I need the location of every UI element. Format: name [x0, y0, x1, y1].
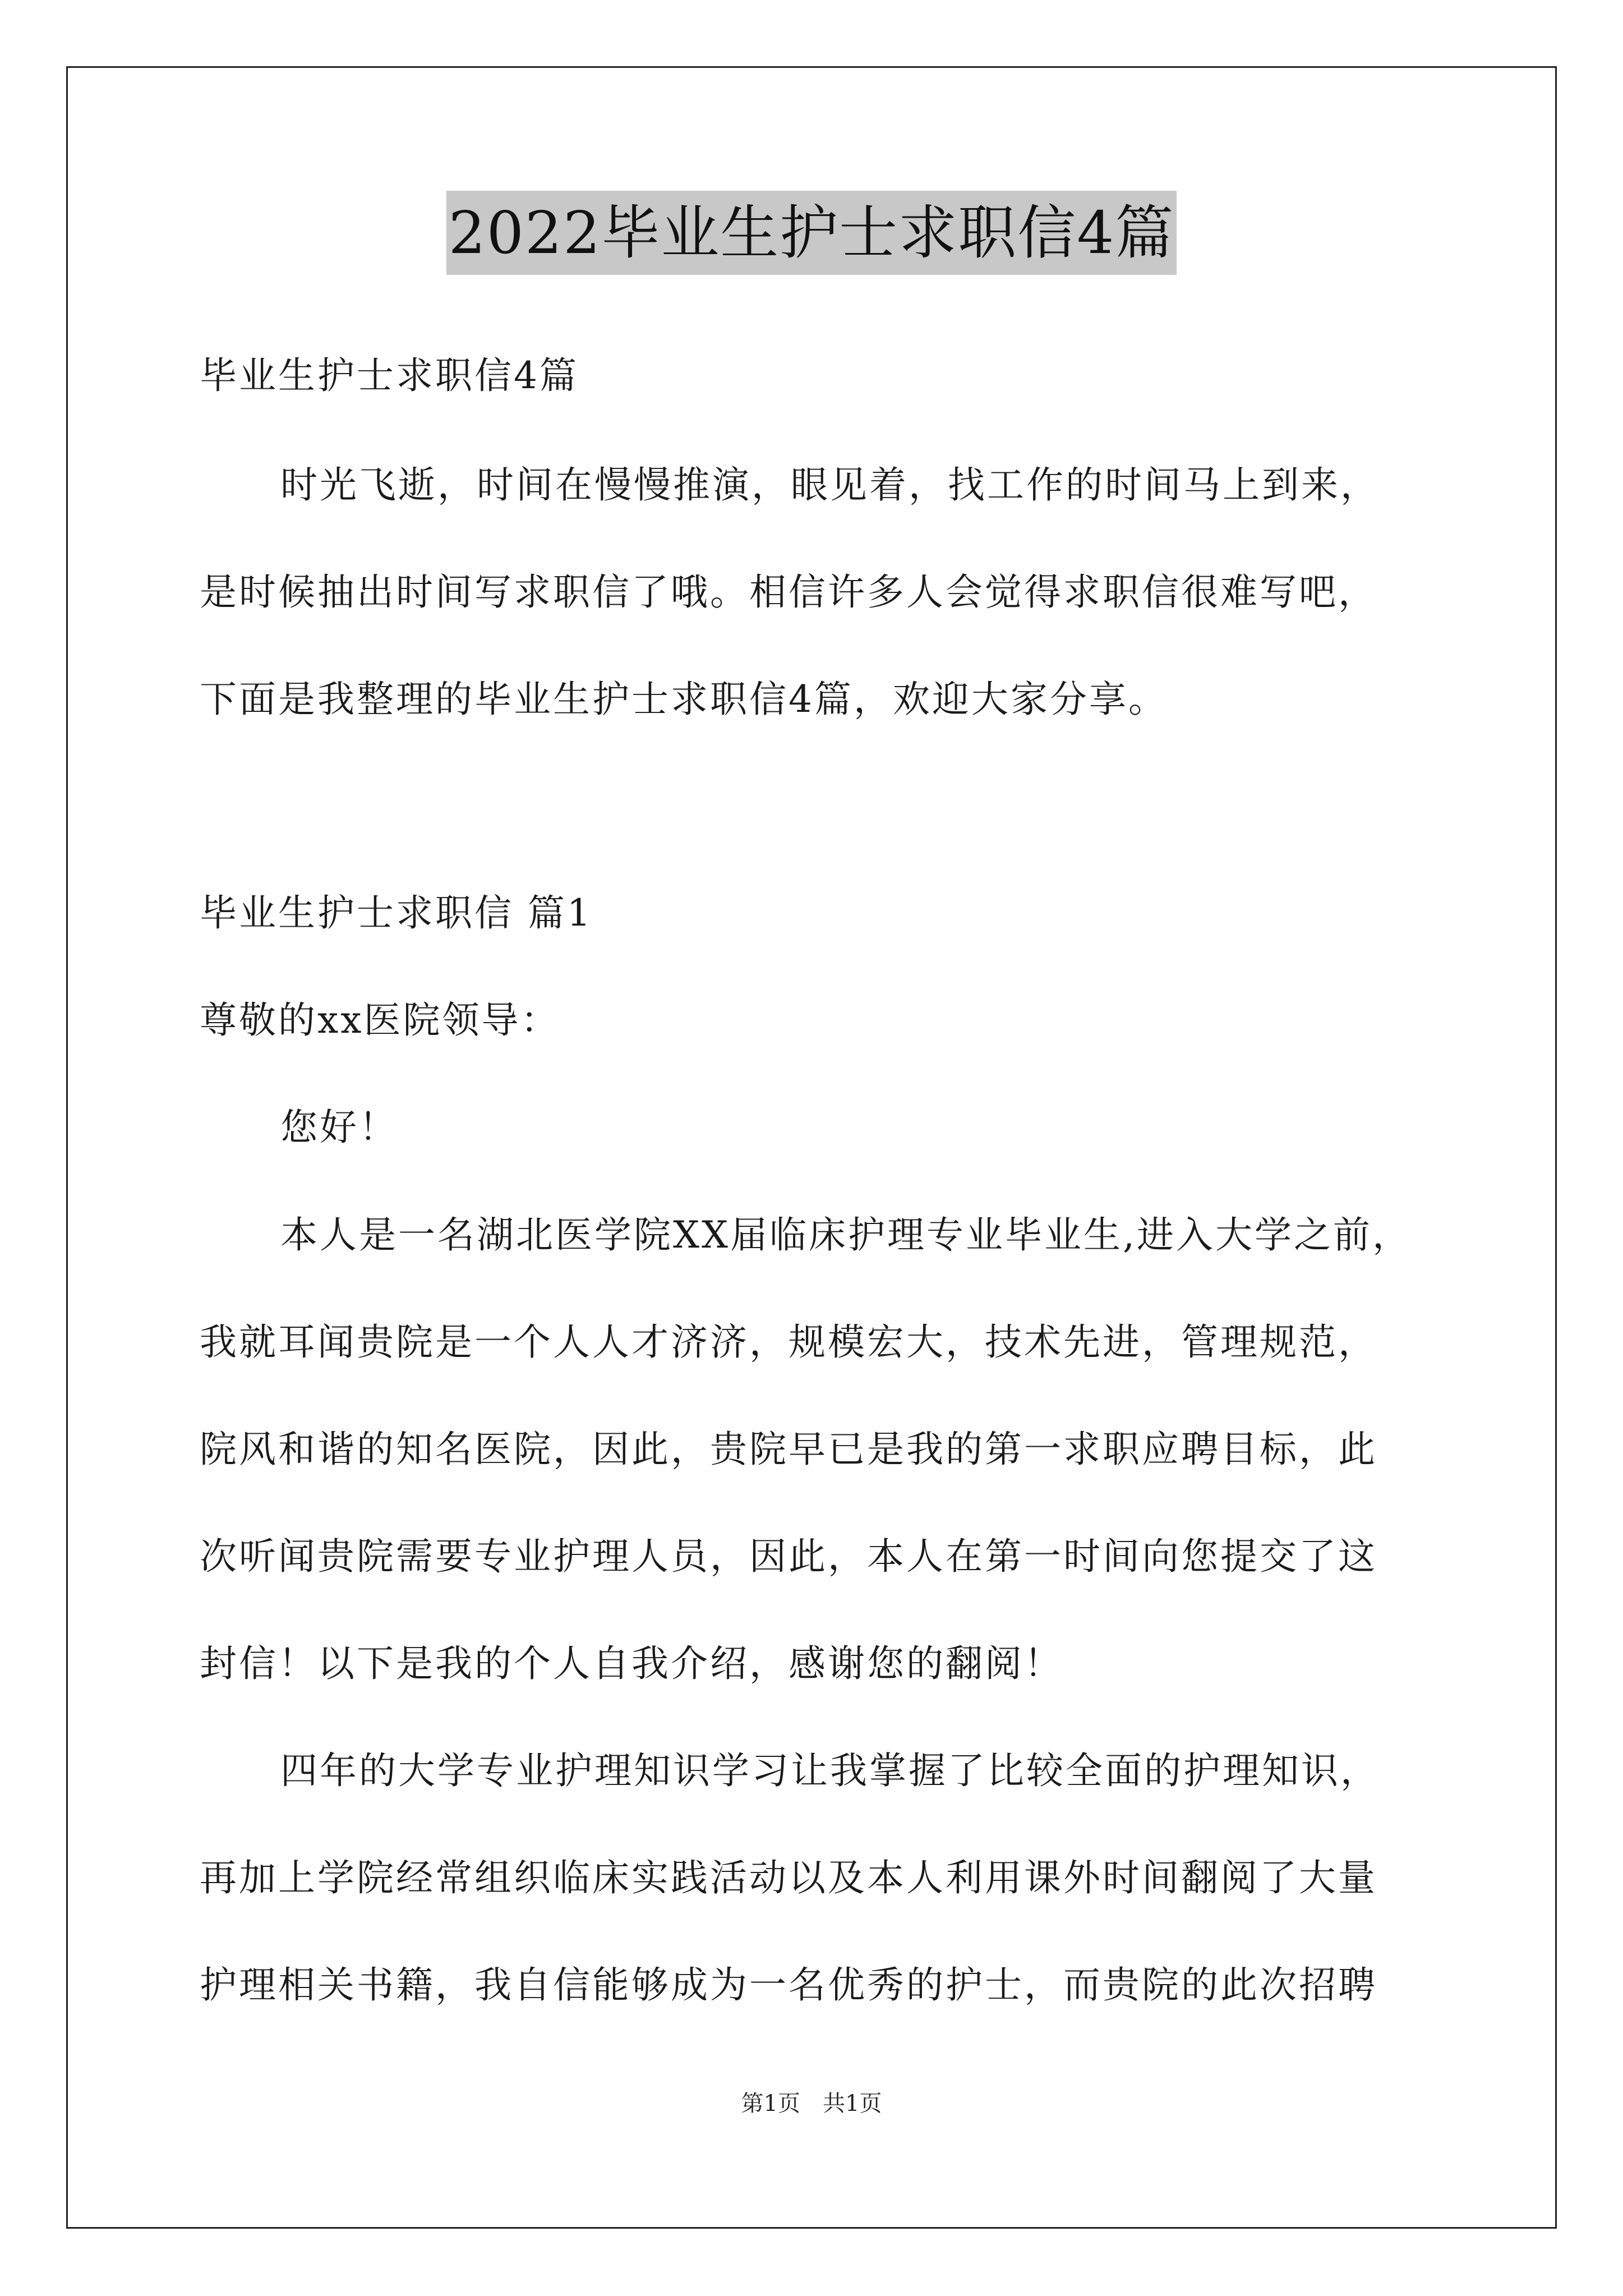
- paragraph1-line-4: 次听闻贵院需要专业护理人员，因此，本人在第一时间向您提交了这: [200, 1535, 1377, 1578]
- paragraph2-line-3: 护理相关书籍，我自信能够成为一名优秀的护士，而贵院的此次招聘: [200, 1963, 1377, 2007]
- paragraph2-line-1: 四年的大学专业护理知识学习让我掌握了比较全面的护理知识，: [280, 1749, 1380, 1792]
- document-title: 2022毕业生护士求职信4篇: [446, 191, 1177, 275]
- salutation: 尊敬的xx医院领导：: [200, 999, 560, 1042]
- page-footer: 第1页 共1页: [741, 2091, 882, 2116]
- section-heading: 毕业生护士求职信 篇1: [200, 891, 593, 935]
- paragraph1-line-2: 我就耳闻贵院是一个人人才济济，规模宏大，技术先进，管理规范，: [200, 1320, 1377, 1364]
- subtitle: 毕业生护士求职信4篇: [200, 354, 579, 397]
- paragraph1-line-1: 本人是一名湖北医学院XX届临床护理专业毕业生,进入大学之前，: [280, 1213, 1412, 1257]
- title-container: [0, 191, 1623, 275]
- paragraph1-line-5: 封信！以下是我的个人自我介绍，感谢您的翻阅！: [200, 1642, 1063, 1685]
- intro-line-3: 下面是我整理的毕业生护士求职信4篇，欢迎大家分享。: [200, 678, 1168, 721]
- intro-line-1: 时光飞逝，时间在慢慢推演，眼见着，找工作的时间马上到来，: [280, 463, 1380, 507]
- greeting: 您好！: [280, 1106, 398, 1149]
- intro-line-2: 是时候抽出时间写求职信了哦。相信许多人会觉得求职信很难写吧，: [200, 570, 1377, 614]
- paragraph1-line-3: 院风和谐的知名医院，因此，贵院早已是我的第一求职应聘目标，此: [200, 1428, 1377, 1471]
- paragraph2-line-2: 再加上学院经常组织临床实践活动以及本人利用课外时间翻阅了大量: [200, 1856, 1377, 1899]
